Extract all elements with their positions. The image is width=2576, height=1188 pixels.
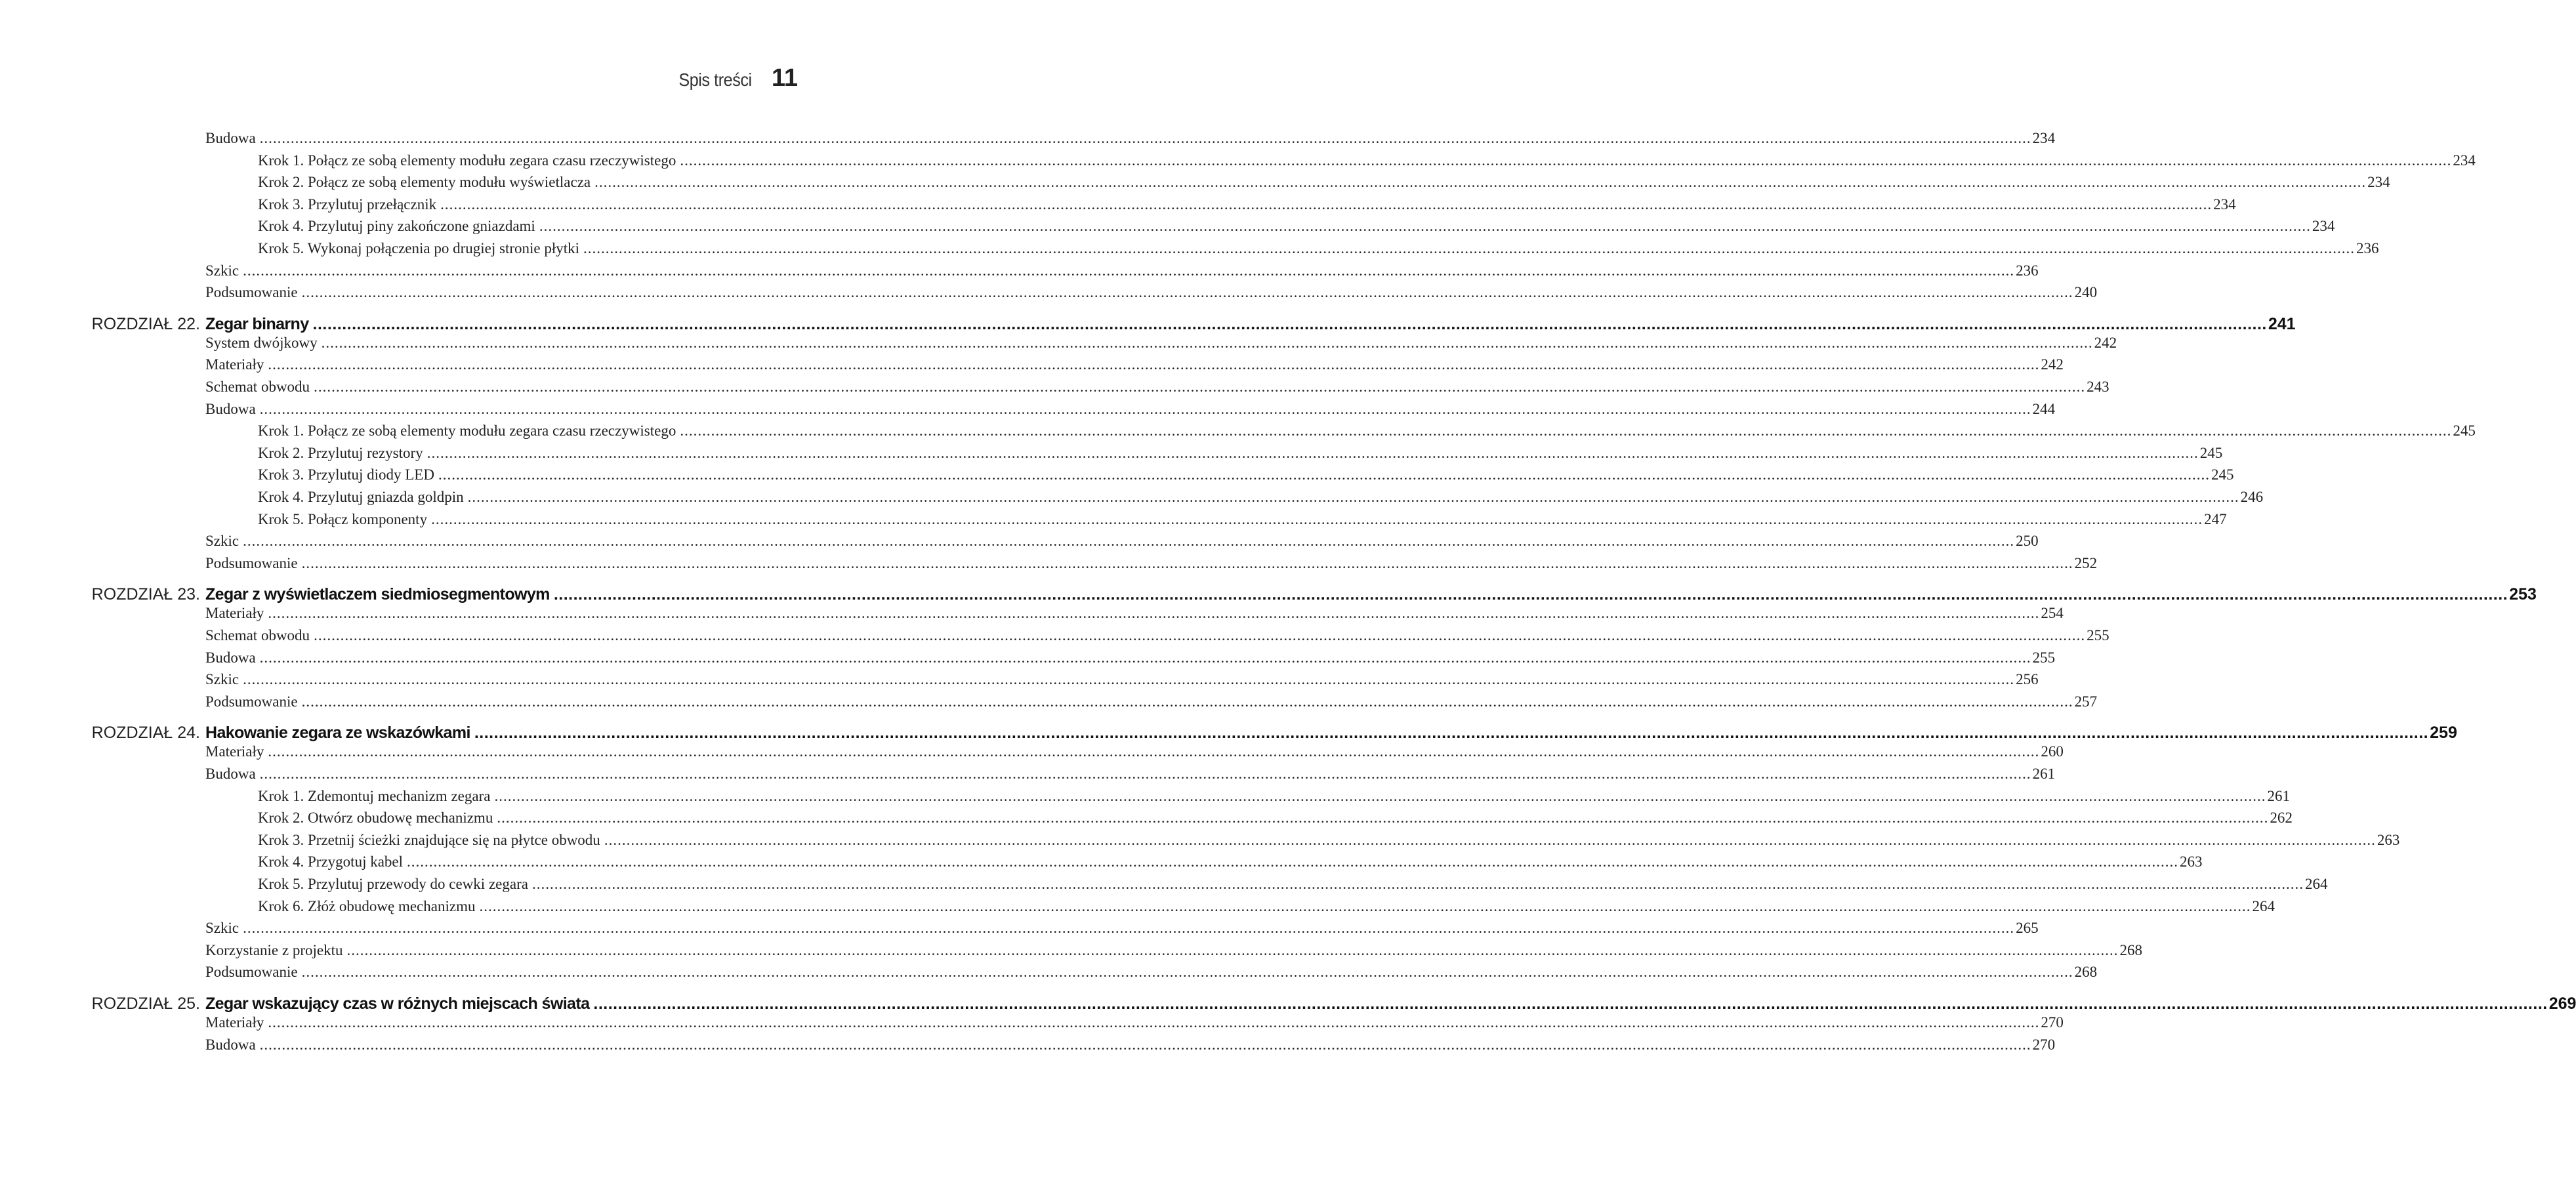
entry-title: Krok 4. Przygotuj kabel bbox=[258, 853, 404, 871]
entry-page-number: 245 bbox=[2199, 444, 2223, 461]
entry-page-number: 242 bbox=[2041, 356, 2064, 373]
entry-title: Materiały bbox=[205, 743, 264, 760]
entry-page-number: 264 bbox=[2252, 897, 2275, 914]
entry-title: Krok 1. Połącz ze sobą elementy modułu zegara czasu rzeczywistego bbox=[258, 152, 676, 169]
toc-chapter-row bbox=[205, 585, 2537, 604]
dot-leader: ................................................................................................................................................................................................................................................................................................................................................................................................................ bbox=[259, 130, 2031, 146]
entry-title: Szkic bbox=[205, 920, 239, 937]
chapter-title: Zegar wskazujący czas w różnych miejscach świata bbox=[205, 994, 590, 1013]
entry-page-number: 260 bbox=[2041, 743, 2064, 760]
chapter-title: Zegar binarny bbox=[205, 314, 309, 333]
toc-subsection-row bbox=[258, 240, 2379, 257]
entry-title: Krok 6. Złóż obudowę mechanizmu bbox=[258, 897, 476, 914]
entry-page-number: 270 bbox=[2032, 1036, 2056, 1053]
dot-leader: ................................................................................................................................................................................................................................................................................................................................................................................................................ bbox=[440, 195, 2212, 213]
toc-subsection-row bbox=[258, 174, 2390, 191]
toc-section-row bbox=[205, 379, 2109, 396]
entry-title: Materiały bbox=[205, 605, 264, 622]
dot-leader: ................................................................................................................................................................................................................................................................................................................................................................................................................ bbox=[301, 284, 2073, 301]
toc-section-row bbox=[205, 920, 2039, 937]
entry-title: Krok 3. Przylutuj przełącznik bbox=[258, 195, 437, 213]
entry-title: Podsumowanie bbox=[205, 284, 298, 301]
dot-leader: ................................................................................................................................................................................................................................................................................................................................................................................................................ bbox=[301, 693, 2073, 710]
page-number: 11 bbox=[771, 64, 798, 92]
chapter-label: ROZDZIAŁ 25. bbox=[91, 994, 200, 1013]
toc-section-row bbox=[205, 533, 2039, 550]
entry-title: Szkic bbox=[205, 671, 239, 688]
toc-subsection-row bbox=[258, 152, 2476, 169]
toc-section-row bbox=[205, 964, 2098, 981]
entry-title: Materiały bbox=[205, 356, 264, 373]
dot-leader: ................................................................................................................................................................................................................................................................................................................................................................................................................ bbox=[680, 152, 2452, 169]
dot-leader: ................................................................................................................................................................................................................................................................................................................................................................................................................ bbox=[259, 400, 2031, 417]
toc-subsection-row bbox=[258, 510, 2227, 528]
dot-leader: ................................................................................................................................................................................................................................................................................................................................................................................................................ bbox=[680, 422, 2452, 440]
toc-section-row bbox=[205, 554, 2098, 572]
toc-section-row bbox=[205, 766, 2056, 783]
entry-page-number: 256 bbox=[2016, 671, 2039, 688]
entry-title: Krok 2. Przylutuj rezystory bbox=[258, 444, 423, 461]
entry-page-number: 234 bbox=[2312, 218, 2335, 235]
entry-title: Podsumowanie bbox=[205, 693, 298, 710]
entry-title: Krok 5. Wykonaj połączenia po drugiej stronie płytki bbox=[258, 240, 580, 256]
entry-page-number: 254 bbox=[2041, 605, 2064, 622]
entry-page-number: 234 bbox=[2032, 130, 2056, 146]
entry-title: Korzystanie z projektu bbox=[205, 941, 343, 958]
entry-page-number: 259 bbox=[2430, 724, 2457, 743]
entry-title: Krok 1. Połącz ze sobą elementy modułu zegara czasu rzeczywistego bbox=[258, 422, 676, 440]
dot-leader: ................................................................................................................................................................................................................................................................................................................................................................................................................ bbox=[268, 743, 2040, 760]
entry-page-number: 262 bbox=[2270, 809, 2293, 827]
entry-page-number: 234 bbox=[2213, 195, 2236, 213]
toc-subsection-row bbox=[258, 466, 2234, 483]
entry-title: Budowa bbox=[205, 766, 256, 782]
dot-leader: ................................................................................................................................................................................................................................................................................................................................................................................................................ bbox=[467, 489, 2239, 505]
toc-subsection-row bbox=[258, 422, 2476, 440]
toc-subsection-row bbox=[258, 195, 2236, 213]
toc-section-row bbox=[205, 627, 2109, 644]
entry-title: Schemat obwodu bbox=[205, 627, 310, 644]
entry-page-number: 250 bbox=[2016, 533, 2039, 550]
toc-section-row bbox=[205, 605, 2064, 622]
entry-page-number: 236 bbox=[2356, 240, 2379, 256]
dot-leader: ................................................................................................................................................................................................................................................................................................................................................................................................................ bbox=[259, 766, 2031, 782]
entry-title: Krok 2. Połącz ze sobą elementy modułu wyświetlacza bbox=[258, 174, 591, 191]
toc-chapter-row bbox=[205, 724, 2457, 743]
entry-title: Budowa bbox=[205, 1036, 256, 1053]
page-header bbox=[671, 64, 798, 92]
toc-subsection-row bbox=[258, 853, 2203, 871]
toc-section-row bbox=[205, 649, 2056, 666]
toc-section-row bbox=[205, 130, 2056, 147]
entry-page-number: 240 bbox=[2074, 284, 2098, 301]
toc-section-row bbox=[205, 671, 2039, 688]
entry-page-number: 245 bbox=[2211, 466, 2234, 483]
entry-page-number: 268 bbox=[2119, 941, 2142, 958]
entry-page-number: 253 bbox=[2509, 585, 2537, 604]
dot-leader: ................................................................................................................................................................................................................................................................................................................................................................................................................ bbox=[312, 314, 2267, 333]
dot-leader: ................................................................................................................................................................................................................................................................................................................................................................................................................ bbox=[268, 1014, 2040, 1031]
dot-leader: ................................................................................................................................................................................................................................................................................................................................................................................................................ bbox=[539, 218, 2311, 235]
entry-title: Szkic bbox=[205, 533, 239, 550]
entry-page-number: 261 bbox=[2267, 787, 2290, 804]
toc-section-row bbox=[205, 262, 2039, 279]
toc-section-row bbox=[205, 400, 2056, 418]
dot-leader: ................................................................................................................................................................................................................................................................................................................................................................................................................ bbox=[314, 379, 2086, 395]
entry-page-number: 245 bbox=[2453, 422, 2476, 440]
dot-leader: ................................................................................................................................................................................................................................................................................................................................................................................................................ bbox=[474, 724, 2429, 743]
entry-title: Budowa bbox=[205, 649, 256, 666]
entry-page-number: 246 bbox=[2240, 489, 2264, 505]
running-head-title: Spis treści bbox=[678, 70, 752, 90]
entry-page-number: 265 bbox=[2016, 920, 2039, 937]
entry-title: System dwójkowy bbox=[205, 334, 318, 351]
dot-leader: ................................................................................................................................................................................................................................................................................................................................................................................................................ bbox=[426, 444, 2199, 461]
dot-leader: ................................................................................................................................................................................................................................................................................................................................................................................................................ bbox=[301, 964, 2073, 981]
entry-page-number: 270 bbox=[2041, 1014, 2064, 1031]
entry-title: Krok 5. Połącz komponenty bbox=[258, 510, 428, 527]
dot-leader: ................................................................................................................................................................................................................................................................................................................................................................................................................ bbox=[259, 649, 2031, 666]
dot-leader: ................................................................................................................................................................................................................................................................................................................................................................................................................ bbox=[243, 671, 2015, 688]
entry-title: Krok 2. Otwórz obudowę mechanizmu bbox=[258, 809, 493, 827]
chapter-title: Hakowanie zegara ze wskazówkami bbox=[205, 724, 470, 743]
entry-page-number: 242 bbox=[2094, 334, 2117, 351]
entry-page-number: 269 bbox=[2548, 994, 2576, 1013]
dot-leader: ................................................................................................................................................................................................................................................................................................................................................................................................................ bbox=[593, 994, 2548, 1013]
entry-title: Szkic bbox=[205, 262, 239, 279]
dot-leader: ................................................................................................................................................................................................................................................................................................................................................................................................................ bbox=[243, 262, 2015, 279]
entry-title: Budowa bbox=[205, 400, 256, 417]
entry-title: Krok 5. Przylutuj przewody do cewki zegara bbox=[258, 876, 528, 892]
entry-page-number: 252 bbox=[2074, 554, 2098, 571]
toc-section-row bbox=[205, 284, 2098, 301]
entry-page-number: 241 bbox=[2268, 314, 2296, 333]
dot-leader: ................................................................................................................................................................................................................................................................................................................................................................................................................ bbox=[407, 853, 2179, 871]
entry-title: Krok 4. Przylutuj piny zakończone gniazdami bbox=[258, 218, 535, 235]
entry-page-number: 234 bbox=[2453, 152, 2476, 169]
entry-page-number: 247 bbox=[2204, 510, 2227, 527]
entry-page-number: 244 bbox=[2032, 400, 2056, 417]
dot-leader: ................................................................................................................................................................................................................................................................................................................................................................................................................ bbox=[494, 787, 2266, 804]
dot-leader: ................................................................................................................................................................................................................................................................................................................................................................................................................ bbox=[438, 466, 2210, 483]
dot-leader: ................................................................................................................................................................................................................................................................................................................................................................................................................ bbox=[553, 585, 2508, 604]
entry-page-number: 261 bbox=[2032, 766, 2056, 782]
dot-leader: ................................................................................................................................................................................................................................................................................................................................................................................................................ bbox=[314, 627, 2086, 644]
toc-subsection-row bbox=[258, 897, 2275, 915]
dot-leader: ................................................................................................................................................................................................................................................................................................................................................................................................................ bbox=[346, 941, 2119, 958]
toc-subsection-row bbox=[258, 831, 2400, 849]
entry-title: Krok 1. Zdemontuj mechanizm zegara bbox=[258, 787, 491, 804]
toc-section-row bbox=[205, 743, 2064, 760]
toc-section-row bbox=[205, 693, 2098, 710]
toc-subsection-row bbox=[258, 809, 2293, 827]
entry-page-number: 236 bbox=[2016, 262, 2039, 279]
entry-page-number: 264 bbox=[2304, 876, 2328, 892]
entry-page-number: 263 bbox=[2180, 853, 2203, 871]
toc-subsection-row bbox=[258, 787, 2290, 805]
chapter-label: ROZDZIAŁ 24. bbox=[91, 724, 200, 743]
dot-leader: ................................................................................................................................................................................................................................................................................................................................................................................................................ bbox=[431, 510, 2203, 527]
toc-subsection-row bbox=[258, 876, 2328, 893]
dot-leader: ................................................................................................................................................................................................................................................................................................................................................................................................................ bbox=[301, 554, 2073, 571]
dot-leader: ................................................................................................................................................................................................................................................................................................................................................................................................................ bbox=[531, 876, 2304, 892]
toc-section-row bbox=[205, 1014, 2064, 1031]
toc-subsection-row bbox=[258, 218, 2335, 235]
entry-title: Podsumowanie bbox=[205, 554, 298, 571]
entry-title: Materiały bbox=[205, 1014, 264, 1031]
dot-leader: ................................................................................................................................................................................................................................................................................................................................................................................................................ bbox=[583, 240, 2356, 256]
entry-title: Krok 4. Przylutuj gniazda goldpin bbox=[258, 489, 464, 505]
toc-chapter-row bbox=[205, 994, 2576, 1014]
toc-section-row bbox=[205, 356, 2064, 373]
toc-section-row bbox=[205, 1036, 2056, 1054]
entry-page-number: 234 bbox=[2367, 174, 2390, 191]
dot-leader: ................................................................................................................................................................................................................................................................................................................................................................................................................ bbox=[268, 605, 2040, 622]
entry-page-number: 255 bbox=[2087, 627, 2109, 644]
chapter-label: ROZDZIAŁ 22. bbox=[91, 314, 200, 333]
entry-page-number: 263 bbox=[2377, 831, 2400, 848]
dot-leader: ................................................................................................................................................................................................................................................................................................................................................................................................................ bbox=[594, 174, 2367, 191]
entry-title: Budowa bbox=[205, 130, 256, 146]
toc-section-row bbox=[205, 941, 2142, 959]
entry-title: Krok 3. Przetnij ścieżki znajdujące się na płytce obwodu bbox=[258, 831, 600, 848]
dot-leader: ................................................................................................................................................................................................................................................................................................................................................................................................................ bbox=[259, 1036, 2031, 1053]
dot-leader: ................................................................................................................................................................................................................................................................................................................................................................................................................ bbox=[268, 356, 2040, 373]
dot-leader: ................................................................................................................................................................................................................................................................................................................................................................................................................ bbox=[243, 920, 2015, 937]
dot-leader: ................................................................................................................................................................................................................................................................................................................................................................................................................ bbox=[243, 533, 2015, 550]
entry-page-number: 243 bbox=[2087, 379, 2109, 395]
entry-page-number: 257 bbox=[2074, 693, 2098, 710]
chapter-title: Zegar z wyświetlaczem siedmiosegmentowym bbox=[205, 585, 550, 604]
toc-subsection-row bbox=[258, 489, 2264, 506]
entry-page-number: 268 bbox=[2074, 964, 2098, 981]
toc-chapter-row bbox=[205, 314, 2296, 334]
dot-leader: ................................................................................................................................................................................................................................................................................................................................................................................................................ bbox=[604, 831, 2376, 848]
dot-leader: ................................................................................................................................................................................................................................................................................................................................................................................................................ bbox=[321, 334, 2093, 351]
entry-page-number: 255 bbox=[2032, 649, 2056, 666]
toc-subsection-row bbox=[258, 444, 2223, 462]
entry-title: Schemat obwodu bbox=[205, 379, 310, 395]
entry-title: Krok 3. Przylutuj diody LED bbox=[258, 466, 434, 483]
toc-section-row bbox=[205, 334, 2117, 352]
entry-title: Podsumowanie bbox=[205, 964, 298, 981]
chapter-label: ROZDZIAŁ 23. bbox=[91, 585, 200, 604]
dot-leader: ................................................................................................................................................................................................................................................................................................................................................................................................................ bbox=[479, 897, 2251, 914]
dot-leader: ................................................................................................................................................................................................................................................................................................................................................................................................................ bbox=[497, 809, 2269, 827]
